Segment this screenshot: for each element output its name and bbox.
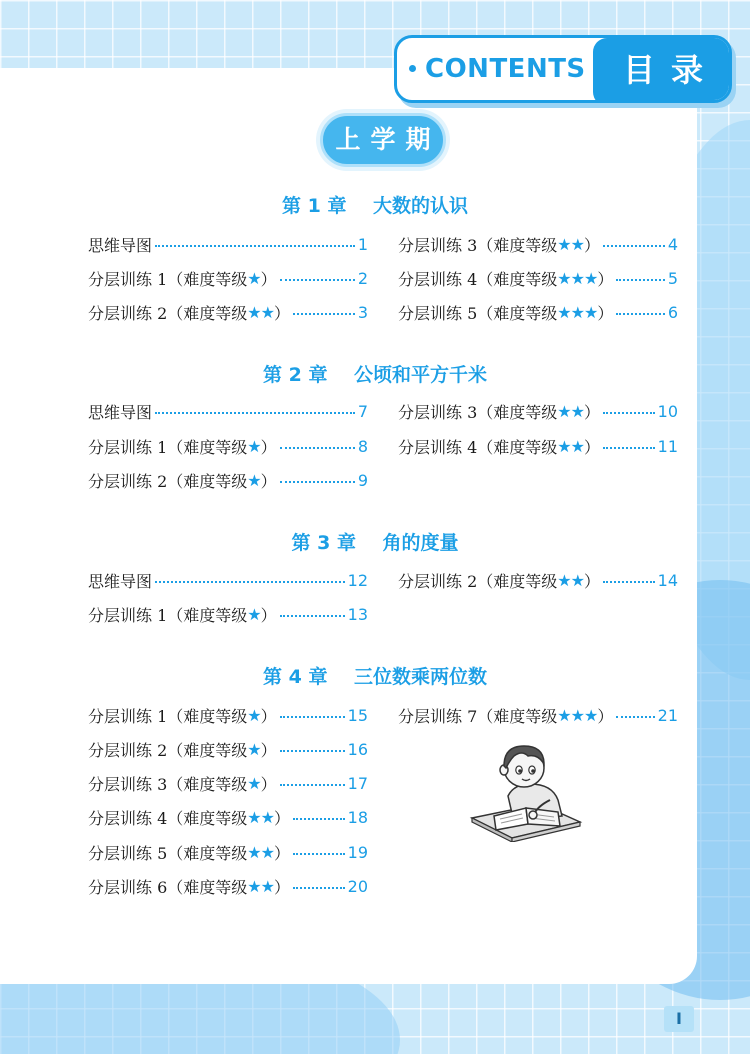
entry-label: 分层训练 4（难度等级 <box>398 269 558 289</box>
entry-label: 思维导图 <box>88 402 153 422</box>
star-icon: ★ <box>247 604 261 624</box>
toc-entry[interactable] <box>88 399 368 423</box>
dot-leader <box>603 245 665 247</box>
toc-entry[interactable]: 分层训练 3（难度等级 ★★ ） 10 <box>398 401 678 422</box>
dot-leader <box>280 447 355 449</box>
entry-label: 分层训练 7（难度等级 <box>398 706 558 726</box>
star-icon: ★★★ <box>557 302 598 322</box>
entry-page: 14 <box>657 570 678 590</box>
entry-page: 3 <box>357 302 368 322</box>
entry-page: 17 <box>347 773 368 793</box>
star-icon: ★★ <box>247 876 274 896</box>
star-icon: ★ <box>247 773 261 793</box>
chapter-title: 第 3 章 角的度量 <box>291 532 459 554</box>
dot-leader <box>293 313 355 315</box>
entry-label: 分层训练 5（难度等级 <box>88 843 248 863</box>
dot-leader <box>603 581 655 583</box>
dot-leader <box>280 615 345 617</box>
toc-entry[interactable]: 分层训练 1（难度等级 ★ ） 13 <box>88 604 368 625</box>
entry-page: 21 <box>657 705 678 725</box>
page-number: I <box>664 1006 694 1032</box>
entry-label: 分层训练 2（难度等级 <box>88 740 248 760</box>
entry-label: 分层训练 5（难度等级 <box>398 303 558 323</box>
star-icon: ★ <box>247 739 261 759</box>
entry-page: 12 <box>347 570 368 590</box>
star-icon: ★★★ <box>557 705 598 725</box>
contents-title-en: CONTENTS <box>425 54 586 84</box>
entry-page: 19 <box>347 842 368 862</box>
toc-entry[interactable]: 分层训练 2（难度等级 ★ ） 9 <box>88 470 368 491</box>
entry-label: 分层训练 1（难度等级 <box>88 437 248 457</box>
dot-leader <box>155 245 355 247</box>
entry-label: 分层训练 1（难度等级 <box>88 706 248 726</box>
chapter-title: 第 1 章 大数的认识 <box>282 195 468 217</box>
toc-entry[interactable]: 分层训练 5（难度等级 ★★ ） 19 <box>88 842 368 863</box>
contents-header <box>394 35 732 103</box>
entry-page: 15 <box>347 705 368 725</box>
chapter-title: 第 4 章 三位数乘两位数 <box>263 666 487 688</box>
star-icon: ★★ <box>247 842 274 862</box>
toc-entry[interactable]: 分层训练 3（难度等级 ★ ） 17 <box>88 773 368 794</box>
entry-label: 分层训练 4（难度等级 <box>398 437 558 457</box>
star-icon: ★★ <box>557 401 584 421</box>
entry-label: 分层训练 2（难度等级 <box>88 471 248 491</box>
dot-icon <box>409 65 416 72</box>
dot-leader <box>155 581 345 583</box>
toc-entry[interactable]: 分层训练 5（难度等级 ★★★ ） 6 <box>398 302 678 323</box>
dot-leader <box>616 279 664 281</box>
dot-leader <box>603 447 655 449</box>
toc-entry[interactable]: 分层训练 6（难度等级 ★★ ） 20 <box>88 876 368 897</box>
dot-leader <box>280 481 355 483</box>
toc-entry[interactable]: 分层训练 3（难度等级 ★★ ） 4 <box>398 234 678 255</box>
toc-entry[interactable]: 分层训练 4（难度等级 ★★★ ） 5 <box>398 268 678 289</box>
entry-page: 11 <box>657 436 678 456</box>
star-icon: ★★★ <box>557 268 598 288</box>
star-icon: ★★ <box>557 436 584 456</box>
entry-page: 16 <box>347 739 368 759</box>
entry-label: 分层训练 1（难度等级 <box>88 605 248 625</box>
dot-leader <box>155 412 355 414</box>
entry-label: 分层训练 6（难度等级 <box>88 877 248 897</box>
entry-page: 10 <box>657 401 678 421</box>
dot-leader <box>603 412 655 414</box>
entry-page: 5 <box>667 268 678 288</box>
dot-leader <box>293 818 345 820</box>
entry-page: 2 <box>357 268 368 288</box>
term-badge: 上学期 <box>320 113 446 167</box>
entry-label: 分层训练 1（难度等级 <box>88 269 248 289</box>
entry-label: 分层训练 2（难度等级 <box>88 303 248 323</box>
toc-entry[interactable]: 分层训练 2（难度等级 ★ ） 16 <box>88 739 368 760</box>
dot-leader <box>293 887 345 889</box>
star-icon: ★ <box>247 268 261 288</box>
dot-leader <box>616 716 654 718</box>
toc-entry[interactable]: 分层训练 2（难度等级 ★★ ） 14 <box>398 570 678 591</box>
toc-entry[interactable]: 分层训练 1（难度等级 ★ ） 8 <box>88 436 368 457</box>
toc-entry[interactable] <box>88 568 368 592</box>
entry-label: 思维导图 <box>88 235 153 255</box>
dot-leader <box>280 784 345 786</box>
toc-entry[interactable]: 分层训练 1（难度等级 ★ ） 15 <box>88 705 368 726</box>
entry-label: 思维导图 <box>88 571 153 591</box>
entry-page: 1 <box>357 234 368 254</box>
entry-label: 分层训练 2（难度等级 <box>398 571 558 591</box>
entry-page: 7 <box>357 401 368 421</box>
star-icon: ★★ <box>557 234 584 254</box>
entry-page: 13 <box>347 604 368 624</box>
star-icon: ★★ <box>247 302 274 322</box>
toc-entry[interactable]: 分层训练 2（难度等级 ★★ ） 3 <box>88 302 368 323</box>
contents-title-cn: 目录 <box>593 38 732 103</box>
entry-label: 分层训练 3（难度等级 <box>398 402 558 422</box>
entry-page: 8 <box>357 436 368 456</box>
star-icon: ★ <box>247 470 261 490</box>
entry-label: 分层训练 3（难度等级 <box>398 235 558 255</box>
chapter-title: 第 2 章 公顷和平方千米 <box>263 364 487 386</box>
toc-entry[interactable]: 分层训练 1（难度等级 ★ ） 2 <box>88 268 368 289</box>
dot-leader <box>280 716 345 718</box>
dot-leader <box>616 313 664 315</box>
entry-page: 18 <box>347 807 368 827</box>
dot-leader <box>293 853 345 855</box>
entry-page: 20 <box>347 876 368 896</box>
entry-label: 分层训练 4（难度等级 <box>88 808 248 828</box>
star-icon: ★ <box>247 436 261 456</box>
dot-leader <box>280 279 355 281</box>
toc-entry[interactable]: 分层训练 7（难度等级 ★★★ ） 21 <box>398 705 678 726</box>
toc-entry[interactable]: 分层训练 4（难度等级 ★★ ） 18 <box>88 807 368 828</box>
toc-entry[interactable] <box>88 232 368 256</box>
entry-page: 6 <box>667 302 678 322</box>
entry-page: 9 <box>357 470 368 490</box>
star-icon: ★★ <box>247 807 274 827</box>
entry-label: 分层训练 3（难度等级 <box>88 774 248 794</box>
entry-page: 4 <box>667 234 678 254</box>
dot-leader <box>280 750 345 752</box>
star-icon: ★ <box>247 705 261 725</box>
boy-reading-illustration <box>468 738 584 842</box>
star-icon: ★★ <box>557 570 584 590</box>
toc-entry[interactable]: 分层训练 4（难度等级 ★★ ） 11 <box>398 436 678 457</box>
